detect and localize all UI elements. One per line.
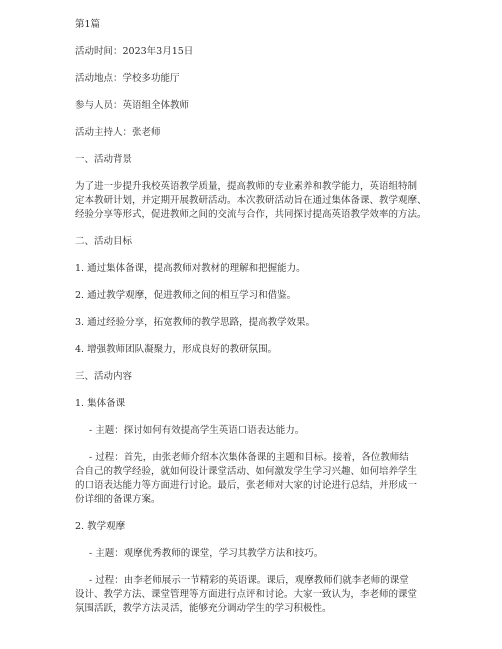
goal-item: 4. 增强教师团队凝聚力，形成良好的教研氛围。 [75,344,278,355]
goal-item: 2. 通过教学观摩，促进教师之间的相互学习和借鉴。 [75,290,297,301]
section-title-content: 三、活动内容 [75,371,133,382]
activity-time: 活动时间：2023年3月15日 [75,46,194,57]
lesson-prep-topic: - 主题：探讨如何有效提高学生英语口语表达能力。 [89,425,305,436]
subsection-title-observation: 2. 教学观摩 [75,521,126,532]
document-page [75,18,430,616]
paragraph-line: 氛围活跃，教学方法灵活，能够充分调动学生的学习积极性。 [75,603,332,614]
paragraph-line: 设计、教学方法、课堂管理等方面进行点评和讨论。大家一致认为，李老师的课堂 [75,589,418,600]
goal-item: 1. 通过集体备课，提高教师对教材的理解和把握能力。 [75,263,306,274]
section-title-goals: 二、活动目标 [75,236,133,247]
activity-participants: 参与人员：英语组全体教师 [75,100,190,111]
section-title-background: 一、活动背景 [75,154,133,165]
page-label: 第1篇 [75,19,101,30]
activity-place: 活动地点：学校多功能厅 [75,73,180,84]
paragraph-line: 为了进一步提升我校英语教学质量，提高教师的专业素养和教学能力，英语组特制 [75,181,418,192]
paragraph-line: 份详细的备课方案。 [75,494,161,505]
paragraph-line: - 过程：首先，由张老师介绍本次集体备课的主题和目标。接着，各位教师结 [89,452,409,463]
activity-host: 活动主持人：张老师 [75,127,161,138]
paragraph-line: 的口语表达能力等方面进行讨论。最后，张老师对大家的讨论进行总结，并形成一 [75,480,418,491]
observation-process [75,574,430,616]
paragraph-line: - 过程：由李老师展示一节精彩的英语课。课后，观摩教师们就李老师的课堂 [89,575,409,586]
lesson-prep-process [75,451,430,507]
paragraph-line: 合自己的教学经验，就如何设计课堂活动、如何激发学生学习兴趣、如何培养学生 [75,466,418,477]
paragraph-line: 定本教研计划，并定期开展教研活动。本次教研活动旨在通过集体备课、教学观摩、 [75,195,427,206]
observation-topic: - 主题：观摩优秀教师的课堂，学习其教学方法和技巧。 [89,548,324,559]
subsection-title-lesson-prep: 1. 集体备课 [75,398,126,409]
goal-item: 3. 通过经验分享，拓宽教师的教学思路，提高教学效果。 [75,317,316,328]
background-paragraph [75,180,430,222]
paragraph-line: 经验分享等形式，促进教师之间的交流与合作，共同探讨提高英语教学效率的方法。 [75,209,427,220]
